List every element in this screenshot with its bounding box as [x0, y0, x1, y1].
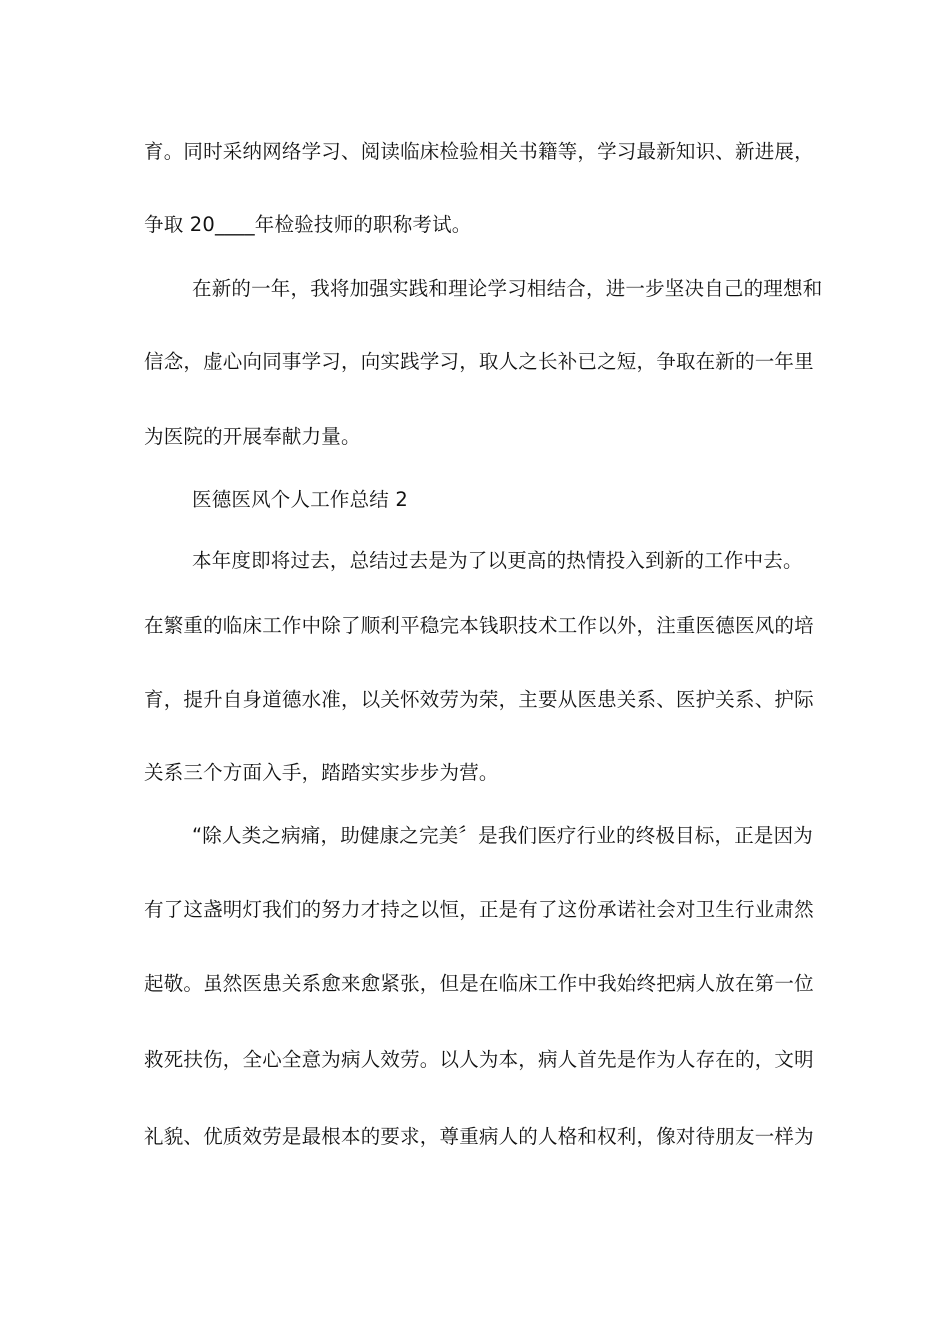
paragraph-line: 育，提升自身道德水准，以关怀效劳为荣，主要从医患关系、医护关系、护际: [144, 688, 814, 711]
paragraph-line: 信念，虚心向同事学习，向实践学习，取人之长补已之短，争取在新的一年里: [144, 350, 814, 373]
paragraph-line: 本年度即将过去，总结过去是为了以更高的热情投入到新的工作中去。: [192, 549, 803, 572]
paragraph-line: 起敬。虽然医患关系愈来愈紧张，但是在临床工作中我始终把病人放在第一位: [144, 972, 814, 995]
section-heading: 医德医风个人工作总结 2: [192, 488, 409, 511]
paragraph-line: 在繁重的临床工作中除了顺利平稳完本钱职技术工作以外，注重医德医风的培: [144, 614, 814, 637]
paragraph-line: 有了这盏明灯我们的努力才持之以恒，正是有了这份承诺社会对卫生行业肃然: [144, 898, 814, 921]
paragraph-line: 育。同时采纳网络学习、阅读临床检验相关书籍等，学习最新知识、新进展，: [144, 140, 814, 163]
paragraph-line: 救死扶伤，全心全意为病人效劳。以人为本，病人首先是作为人存在的，文明: [144, 1048, 814, 1071]
paragraph-line: 在新的一年，我将加强实践和理论学习相结合，进一步坚决自己的理想和: [192, 277, 823, 300]
paragraph-line: 争取 20____年检验技师的职称考试。: [144, 213, 472, 236]
paragraph-line: “除人类之病痛，助健康之完美〞是我们医疗行业的终极目标，正是因为: [192, 824, 814, 847]
paragraph-line: 为医院的开展奉献力量。: [144, 425, 361, 448]
paragraph-line: 礼貌、优质效劳是最根本的要求，尊重病人的人格和权利，像对待朋友一样为: [144, 1125, 814, 1148]
paragraph-line: 关系三个方面入手，踏踏实实步步为营。: [144, 761, 499, 784]
